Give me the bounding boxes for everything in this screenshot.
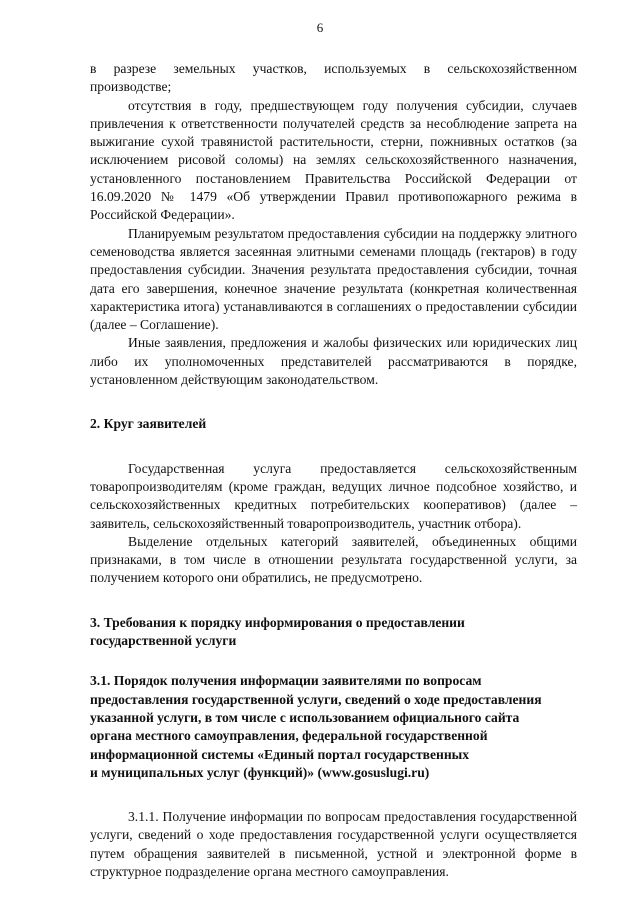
document-body (90, 60, 577, 881)
paragraph-no-liability: отсутствия в году, предшествующем году получения субсидии, случаев привлечения к ответственности получателей средств за несоблюдение запрета на выжигание сухой травянистой растительности, стерни, пожнивных остатков (за исключением рисовой соломы) на землях сельскохозяйственного назначения, установленного постановлением Правительства Российской Федерации от 16.09.2020 № 1479 «Об утверждении Правил противопожарного режима в Российской Федерации». (90, 97, 577, 223)
subsection-3-1-heading-line3: указанной услуги, в том числе с использованием официального сайта (90, 709, 520, 725)
page-number: 6 (316, 20, 324, 35)
paragraph-applicants: Государственная услуга предоставляется сельскохозяйственным товаропроизводителям (кроме граждан, ведущих личное подсобное хозяйство, и сельскохозяйственных кредитных потребительских кооперативов) (далее – заявитель, сельскохозяйственный товаропроизводитель, участник отбора). (90, 460, 577, 531)
subsection-3-1-heading-line2: предоставления государственной услуги, сведений о ходе предоставления (90, 691, 542, 707)
paragraph-other-applications: Иные заявления, предложения и жалобы физических или юридических лиц либо их уполномоченных представителей рассматриваются в порядке, установленном действующим законодательством. (90, 335, 577, 388)
section-3-heading-line2: государственной услуги (90, 633, 237, 649)
paragraph-planned-result: Планируемым результатом предоставления субсидии на поддержку элитного семеноводства является засеянная элитными семенами площадь (гектаров) в году предоставления субсидии. Значения результата предоставления субсидии, точная дата его завершения, конечное значение результата (конкретная количественная характеристика итога) устанавливаются в соглашениях о предоставлении субсидии (далее – Соглашение). (90, 225, 577, 333)
paragraph-3-1-1: 3.1.1. Получение информации по вопросам предоставления государственной услуги, сведений о ходе предоставления государственной услуги осуществляется путем обращения заявителей в письменной, устной и электронной форме в структурное подразделение органа местного самоуправления. (90, 809, 577, 879)
paragraph-categories: Выделение отдельных категорий заявителей, объединенных общими признаками, в том числе в отношении результата государственной услуги, за получением которого они обратились, не предусмотрено. (90, 533, 577, 586)
subsection-3-1-heading-line1: 3.1. Порядок получения информации заявителями по вопросам (90, 673, 482, 689)
section-3-heading-line1: 3. Требования к порядку информирования о предоставлении (90, 614, 465, 630)
section-2-heading: 2. Круг заявителей (90, 416, 207, 432)
subsection-3-1-heading-line4: органа местного самоуправления, федеральной государственной (90, 728, 488, 744)
paragraph-land-plots: в разрезе земельных участков, используемых в сельскохозяйственном производстве; (90, 61, 577, 95)
subsection-3-1-heading-line6: и муниципальных услуг (функций)» (www.gosuslugi.ru) (90, 764, 430, 780)
subsection-3-1-heading-line5: информационной системы «Единый портал государственных (90, 746, 470, 762)
